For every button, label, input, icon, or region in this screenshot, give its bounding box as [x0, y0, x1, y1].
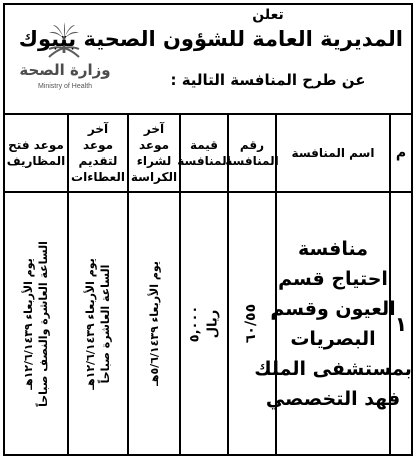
tender-value-cell [181, 193, 227, 454]
tender-name-line: منافسة [298, 237, 368, 260]
logo-english-name: Ministry of Health [37, 83, 93, 90]
submission-time: الساعة العاشرة صباحاً [99, 264, 113, 383]
header-submission-deadline: آخر موعد لتقديم العطاءات [71, 122, 125, 184]
header-booklet-deadline: آخر موعد لشراء الكراسة [130, 122, 178, 184]
tender-value-currency: ريال [205, 309, 220, 338]
tender-name-line: بمستشفى الملك [254, 357, 412, 380]
logo-arabic-name: وزارة الصحة [19, 61, 111, 79]
tender-value-amount: ٥,٠٠٠ [187, 305, 202, 342]
header-value: قيمة المنافسة [177, 138, 231, 168]
tender-number-cell [229, 193, 275, 454]
tender-name-cell [254, 193, 412, 454]
announcement-header [5, 5, 411, 113]
advertisement-frame [3, 3, 413, 456]
tender-name-line: البصريات [290, 327, 376, 350]
header-opening: موعد فتح المظاريف [6, 138, 66, 168]
tender-name-line: العيون وقسم [270, 297, 396, 320]
header-number: رقم المنافسة [225, 138, 279, 168]
opening-date-time [21, 241, 51, 407]
opening-time: الساعة العاشرة والنصف صباحاً [37, 240, 50, 407]
row-index: ١ [394, 311, 408, 336]
booklet-deadline: يوم الأربعاء ٥/٦/١٤٣٩هـ [147, 261, 161, 386]
tender-value [186, 305, 222, 342]
submission-deadline [83, 258, 113, 390]
tender-table [5, 113, 411, 454]
tender-number: ٦٠/٥٥ [243, 303, 260, 344]
organization-title: المديرية العامة للشؤون الصحية بتبوك [18, 27, 403, 51]
tender-name-line: احتياج قسم [278, 267, 388, 290]
submission-deadline-cell [69, 193, 127, 454]
booklet-deadline-cell [129, 193, 179, 454]
header-index: م [395, 145, 407, 161]
announce-line: تعلن [252, 7, 284, 23]
submission-date: يوم الأربعاء ١٢/٦/١٤٣٩هـ [84, 257, 98, 390]
opening-cell [5, 193, 67, 454]
opening-date: يوم الأربعاء ١٢/٦/١٤٣٩هـ [22, 257, 35, 390]
tender-name [254, 234, 412, 414]
header-name: اسم المنافسة [291, 146, 375, 160]
subtitle-line: عن طرح المنافسة التالية : [170, 71, 366, 89]
tender-name-line: فهد التخصصي [265, 387, 401, 410]
